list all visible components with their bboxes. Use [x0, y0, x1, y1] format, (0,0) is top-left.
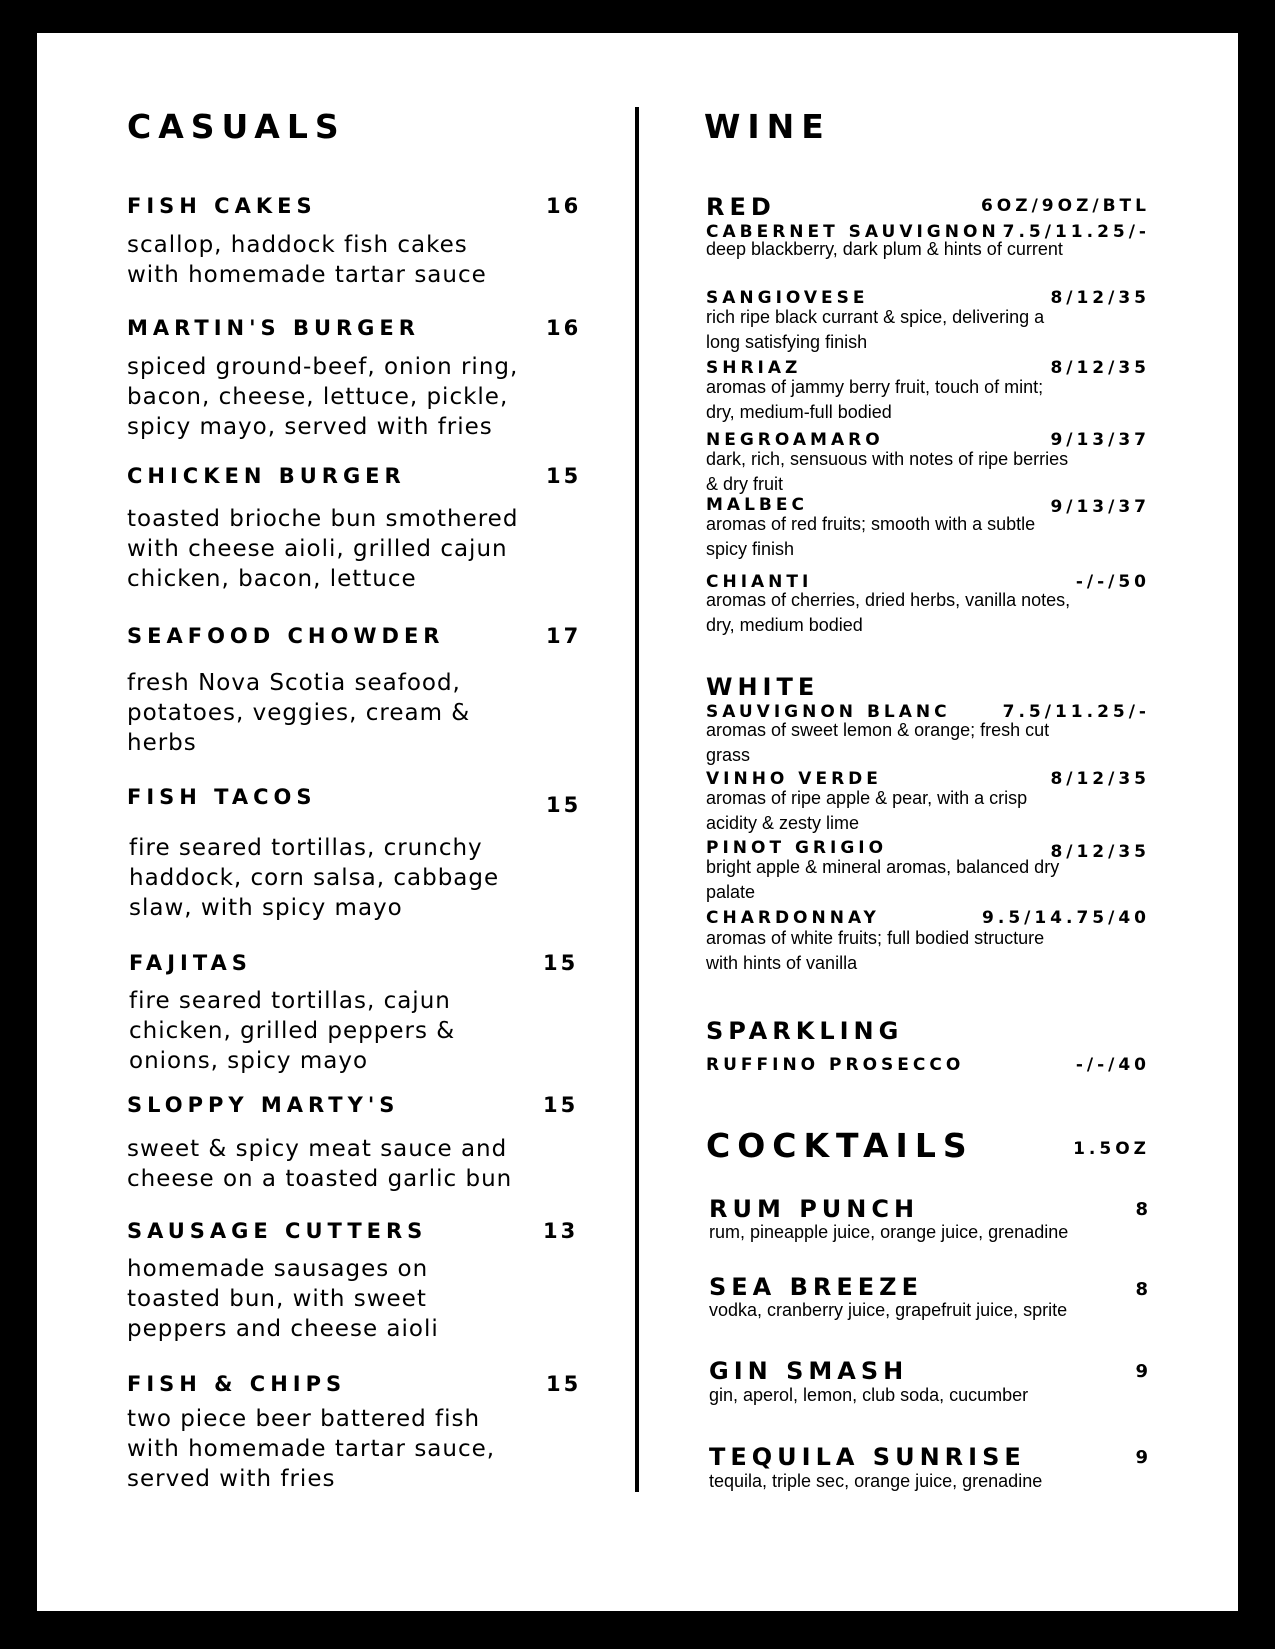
cocktail-item-price: 8	[1135, 1279, 1148, 1300]
wine-item-name: SAUVIGNON BLANC	[706, 702, 951, 722]
casual-item-name: SEAFOOD CHOWDER	[127, 624, 445, 648]
wine-item-price: 9/13/37	[1050, 430, 1150, 450]
cocktail-item-price: 9	[1135, 1361, 1148, 1382]
wine-item-description: aromas of cherries, dried herbs, vanilla notes, dry, medium bodied	[706, 590, 1071, 635]
cocktail-item-description: vodka, cranberry juice, grapefruit juice, sprite	[709, 1300, 1068, 1320]
cocktail-item-name: SEA BREEZE	[709, 1273, 923, 1301]
casual-item-price: 15	[543, 1093, 579, 1117]
cocktail-item-description: rum, pineapple juice, orange juice, grenadine	[709, 1222, 1069, 1242]
casual-item-name: FISH & CHIPS	[127, 1372, 347, 1396]
wine-item-name: SHRIAZ	[706, 358, 802, 378]
cocktail-item-description: gin, aperol, lemon, club soda, cucumber	[709, 1385, 1029, 1405]
casual-item-price: 15	[543, 951, 579, 975]
casual-item-name: FISH TACOS	[127, 785, 317, 809]
wine-item-price: -/-/50	[1075, 572, 1150, 592]
wine-item-price: -/-/40	[1075, 1055, 1150, 1075]
cocktail-item-name: RUM PUNCH	[709, 1195, 920, 1223]
wine-white-label: WHITE	[706, 673, 820, 701]
casual-item-name: SAUSAGE CUTTERS	[127, 1219, 428, 1243]
casual-item-price: 15	[546, 793, 582, 817]
casual-item-name: FISH CAKES	[127, 194, 317, 218]
wine-item-price: 8/12/35	[1050, 358, 1150, 378]
wine-item-description: aromas of jammy berry fruit, touch of mint; dry, medium-full bodied	[706, 377, 1044, 422]
casual-item-name: FAJITAS	[129, 951, 252, 975]
cocktails-title: COCKTAILS	[706, 1126, 974, 1165]
casual-item-description: spiced ground-beef, onion ring, bacon, cheese, lettuce, pickle, spicy mayo, served with fries	[127, 354, 519, 440]
casual-item-name: SLOPPY MARTY'S	[127, 1093, 400, 1117]
wine-item-price: 8/12/35	[1050, 288, 1150, 308]
cocktail-item-price: 9	[1135, 1447, 1148, 1468]
casual-item-description: sweet & spicy meat sauce and cheese on a toasted garlic bun	[127, 1136, 513, 1192]
casual-item-price: 15	[546, 1372, 582, 1396]
wine-item-description: aromas of sweet lemon & orange; fresh cut grass	[706, 720, 1050, 765]
casual-item-price: 16	[546, 316, 582, 340]
column-divider	[635, 107, 639, 1492]
wine-item-name: RUFFINO PROSECCO	[706, 1055, 965, 1075]
cocktail-item-name: TEQUILA SUNRISE	[709, 1443, 1026, 1471]
casual-item-name: CHICKEN BURGER	[127, 464, 406, 488]
wine-size-header: 6OZ/9OZ/BTL	[980, 196, 1150, 216]
wine-item-name: CHIANTI	[706, 572, 813, 592]
casuals-title: CASUALS	[127, 107, 346, 146]
wine-item-name: VINHO VERDE	[706, 769, 882, 789]
casual-item-name: MARTIN'S BURGER	[127, 316, 420, 340]
casual-item-price: 15	[546, 464, 582, 488]
wine-item-price: 7.5/11.25/-	[1002, 702, 1150, 722]
wine-item-price: 8/12/35	[1050, 842, 1150, 862]
cocktail-item-description: tequila, triple sec, orange juice, grenadine	[709, 1471, 1043, 1491]
casual-item-description: fire seared tortillas, crunchy haddock, corn salsa, cabbage slaw, with spicy mayo	[129, 835, 500, 921]
wine-title: WINE	[704, 107, 831, 146]
wine-item-price: 8/12/35	[1050, 769, 1150, 789]
wine-item-name: CABERNET SAUVIGNON	[706, 222, 1000, 242]
wine-item-description: bright apple & mineral aromas, balanced dry palate	[706, 857, 1060, 902]
wine-item-name: NEGROAMARO	[706, 430, 884, 450]
cocktails-size: 1.5OZ	[1073, 1139, 1150, 1159]
wine-item-name: SANGIOVESE	[706, 288, 869, 308]
cocktail-item-name: GIN SMASH	[709, 1357, 909, 1385]
casual-item-price: 16	[546, 194, 582, 218]
wine-item-name: PINOT GRIGIO	[706, 838, 888, 858]
wine-item-price: 7.5/11.25/-	[1002, 222, 1150, 242]
wine-item-description: rich ripe black currant & spice, delivering a long satisfying finish	[706, 307, 1045, 352]
wine-item-name: MALBEC	[706, 495, 808, 515]
wine-item-description: dark, rich, sensuous with notes of ripe berries & dry fruit	[706, 449, 1069, 494]
wine-sparkling-label: SPARKLING	[706, 1017, 904, 1045]
cocktail-item-price: 8	[1135, 1199, 1148, 1220]
casual-item-price: 13	[543, 1219, 579, 1243]
casual-item-price: 17	[546, 624, 582, 648]
casual-item-description: homemade sausages on toasted bun, with sweet peppers and cheese aioli	[127, 1256, 439, 1342]
wine-item-description: deep blackberry, dark plum & hints of current	[706, 239, 1063, 259]
wine-item-description: aromas of white fruits; full bodied structure with hints of vanilla	[706, 928, 1045, 973]
casual-item-description: fresh Nova Scotia seafood, potatoes, veggies, cream & herbs	[127, 670, 471, 756]
casual-item-description: two piece beer battered fish with homemade tartar sauce, served with fries	[127, 1406, 496, 1492]
casual-item-description: fire seared tortillas, cajun chicken, grilled peppers & onions, spicy mayo	[129, 988, 456, 1074]
wine-item-description: aromas of ripe apple & pear, with a crisp acidity & zesty lime	[706, 788, 1028, 833]
wine-item-name: CHARDONNAY	[706, 908, 880, 928]
casual-item-description: scallop, haddock fish cakes with homemade tartar sauce	[127, 232, 487, 288]
wine-item-price: 9/13/37	[1050, 497, 1150, 517]
wine-red-label: RED	[706, 193, 776, 221]
wine-item-description: aromas of red fruits; smooth with a subtle spicy finish	[706, 514, 1036, 559]
casual-item-description: toasted brioche bun smothered with cheese aioli, grilled cajun chicken, bacon, lettuce	[127, 506, 519, 592]
wine-item-price: 9.5/14.75/40	[982, 908, 1150, 928]
